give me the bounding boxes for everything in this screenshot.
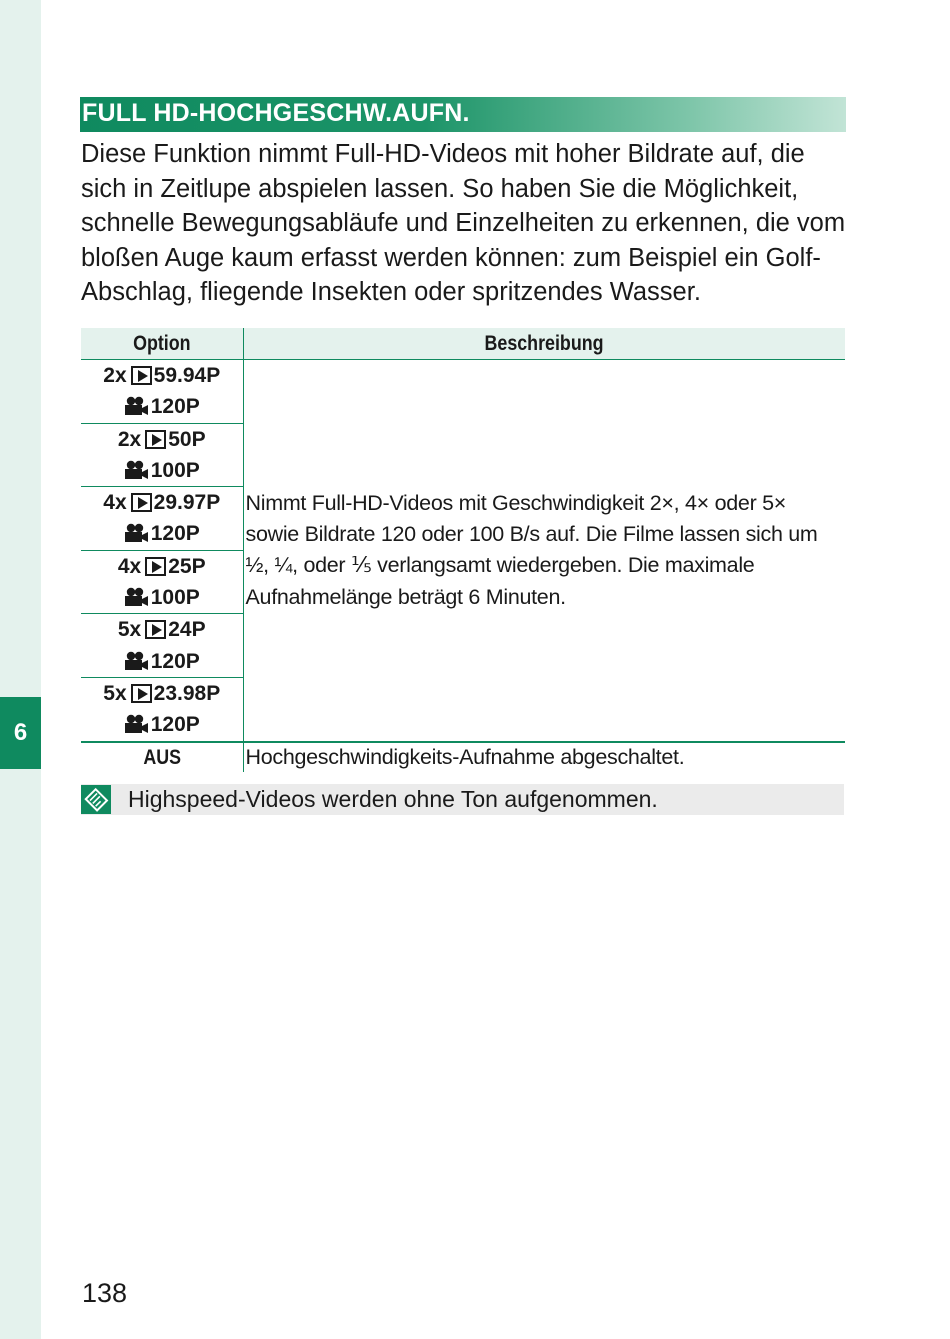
speed-label: 2x <box>117 427 142 451</box>
playback-rate: 25P <box>168 554 206 578</box>
playback-rate: 24P <box>168 618 206 642</box>
chapter-sidebar <box>0 0 41 1339</box>
options-table <box>81 328 845 772</box>
playback-rate: 59.94P <box>153 364 221 387</box>
shared-description: Nimmt Full-HD-Videos mit Geschwindigkeit 2×, 4× oder 5× sowie Bildrate 120 oder 100 B/s auf. Die Filme lassen sich um ½, ¼, oder ⅕ verlangsamt wiedergeben. Die maximale Aufnahmelänge beträgt 6 Minuten. <box>245 490 818 609</box>
option-cell <box>81 360 243 424</box>
record-rate: 100P <box>150 458 200 482</box>
record-rate: 120P <box>150 522 200 546</box>
option-cell-off <box>81 742 243 772</box>
section-title: FULL HD-HOCHGESCHW.AUFN. <box>82 99 470 127</box>
record-rate: 100P <box>150 586 200 610</box>
playback-icon <box>131 366 152 385</box>
playback-icon <box>145 430 166 449</box>
movie-camera-icon <box>124 523 149 543</box>
speed-label: 5x <box>103 681 127 705</box>
page-number: 138 <box>82 1278 128 1308</box>
speed-label: 4x <box>117 554 142 578</box>
movie-camera-icon <box>124 460 149 480</box>
table-header-row <box>81 328 845 360</box>
intro-paragraph: Diese Funktion nimmt Full-HD-Videos mit hoher Bildrate auf, die sich in Zeitlupe abspielen lassen. So haben Sie die Möglichkeit, schnelle Bewegungsabläufe und Einzelheiten zu erkennen, die vom bloßen Auge kaum erfasst werden können: zum Beispiel ein Golf-Abschlag, fliegende Insekten oder spritzendes Wasser. <box>81 140 846 307</box>
section-heading-bar <box>80 97 846 132</box>
option-cell <box>81 614 243 678</box>
speed-label: 5x <box>117 618 142 642</box>
movie-camera-icon <box>124 651 149 671</box>
off-description: Hochgeschwindigkeits-Aufnahme abgeschaltet. <box>243 742 845 772</box>
playback-icon <box>131 684 152 703</box>
movie-camera-icon <box>124 587 149 607</box>
movie-camera-icon <box>124 396 149 416</box>
speed-label: 4x <box>103 491 127 515</box>
note-text: Highspeed-Videos werden ohne Ton aufgenommen. <box>128 786 658 812</box>
playback-icon <box>145 620 166 639</box>
movie-camera-icon <box>124 714 149 734</box>
option-cell <box>81 677 243 741</box>
option-cell <box>81 487 243 551</box>
header-option: Option <box>81 328 243 360</box>
note-icon <box>81 785 111 814</box>
record-rate: 120P <box>150 713 200 737</box>
chapter-tab[interactable] <box>0 697 41 769</box>
playback-rate: 29.97P <box>153 491 221 515</box>
playback-icon <box>145 557 166 576</box>
option-cell <box>81 550 243 614</box>
playback-rate: 50P <box>168 427 206 451</box>
chapter-number: 6 <box>13 719 28 746</box>
table-row <box>81 360 845 424</box>
off-label: AUS <box>142 745 181 769</box>
speed-label: 2x <box>103 364 127 387</box>
header-description: Beschreibung <box>243 328 845 360</box>
option-cell <box>81 423 243 487</box>
record-rate: 120P <box>150 649 200 673</box>
table-row-off <box>81 742 845 772</box>
record-rate: 120P <box>150 395 200 419</box>
note-box <box>81 784 844 815</box>
playback-icon <box>131 493 152 512</box>
playback-rate: 23.98P <box>153 681 221 705</box>
